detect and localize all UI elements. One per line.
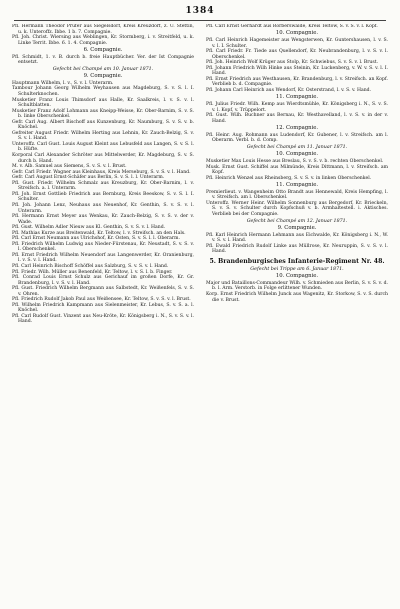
company-heading: 12. Compagnie.	[275, 124, 319, 131]
casualty-entry: Pfl. Carl Ernst Neumann aus Ulrichshof, Kr. Osten, S. v. S. l. l. Oberarm.	[12, 236, 180, 242]
page-number: 1384	[185, 6, 215, 16]
casualty-entry: Pfl. Joh. Heinrich Wolf Krüger aus Stolp, Kr. Schwiebus, S. v. S. v. l. Brust.	[206, 60, 379, 66]
casualty-entry: Pfl. Mathias Kurze aus Breitenwald, Kr. Teltow, l. v. Streifsch. an den Hals.	[12, 230, 186, 236]
casualty-entry: Unteroffz. Carl Gust. Louis August Kleint aus Lebusfeld aus Langen, S. v. S. l. b. Hüfte.	[12, 141, 194, 153]
casualty-entry: Musketier Franz Adolf Lohmann aus Kneipp-Weisse, Kr. Ober-Barnim, S. v. S. b. linke Oberschenkel.	[12, 108, 194, 120]
casualty-entry: Gefr. Carl August Ernst-Schäfer aus Berlin, S. v. S. l. l. Unterarm.	[12, 175, 165, 181]
casualty-entry: Pfl. Johann Friedrich Wilh Hinke aus Steinin, Kr. Luckenberg, v. W. v. S. v. l. I. Hand.	[206, 65, 388, 77]
casualty-entry: Pfl. Joh. Johann Lenz, Neuhaus aus Neuenhof, Kr. Genthin, S. v. S. v. l. Unterarm.	[12, 202, 194, 214]
casualty-entry: Pfl. Gust. Friedr. Wilhelm Schmalz aus Kreuzburg, Kr. Ober-Barnim, l. v. Streifsch. a. l. Unterarm.	[12, 180, 194, 192]
right-column	[200, 24, 388, 603]
company-heading: 6. Compagnie.	[83, 46, 123, 53]
casualty-entry: Gefreiter August Friedr. Wilhelm Herting aus Lehnin, Kr. Zauch-Belzig, S. v. S. v. l. Hand.	[12, 130, 194, 142]
casualty-entry: Pfl. Karl Heinrich Hermann Lehmann aus Eichwalde, Kr. Königsberg i. N., W. v. S. v. l. Hand.	[206, 232, 388, 244]
casualty-entry: Pfl. Julius Friedr. Wilh. Kemp aus Wierdtsmühle, Kr. Königsberg i. N., S. v. S. v. l. Kopf, v. Trüppelort.	[206, 102, 388, 113]
company-heading: 11. Compagnie.	[275, 181, 319, 188]
casualty-entry: Pfl. Gust. Wilhelm Adler Nieuw aus Kl. Genthin, S. v. S. v. l. Hand.	[12, 225, 166, 231]
casualty-entry: Pfl. Joh. Ernst Gottlieb Friedrich aus Bernburg, Kreis Beeskow, S. v. S. l. I. Schulter.	[12, 191, 194, 203]
casualty-entry: Pfl. Gust. Friedrich Wilhelm Bergmann aus Salbstedt, Kr. Weißenfels, S. v. S. v. Ohren.	[12, 286, 194, 297]
casualty-entry: Pfl. Carl Heinrich Bischoff Schöffel aus Salzburg, S. v. S. v. l. Hand.	[12, 263, 169, 269]
casualty-entry: Tambour Johann Georg Wilhelm Weyhausen aus Magdeburg, S. v. S. l. I. Schulterknochen.	[12, 86, 194, 98]
casualty-entry: Pfl. Carl Ernst Gerhardt aus Rörberswalde, Kreis Teltow, S. v. S. v. l. Kopf.	[206, 24, 378, 29]
casualty-entry: Pfl. Joh. Christ. Wiersing aus Weblingen, Kr. Stormberg, i. v. Streitfeld, u. k. Linke Territ. Ibbe. 6. 1. 4. Compagnie.	[12, 35, 194, 46]
battle-heading: Gefecht bei Champé am 10. Januar 1871.	[52, 66, 154, 72]
casualty-entry: Pfl. Friedr. Wilh. Müller aus Benenfeld, Kr. Teltow, l. v. S. l. b. Finger.	[12, 269, 173, 275]
company-heading: 11. Compagnie.	[275, 94, 319, 101]
casualty-entry: Pfl. Ewald Friedrich Rudolf Linke aus Müllrose, Kr. Neuruppin, S. v. S. v. l. Hand.	[206, 243, 388, 255]
casualty-entry: Pfl. Ernst Friedrich aus Westhausen, Kr. Brandenburg, l. v. Streifsch. an Kopf. Verblieb b. d. Compagnie.	[206, 76, 388, 88]
casualty-entry: Pfl. Gust. Wilh. Buchner aus Bernau, Kr. Westhavelland, l. v. S. v. in der v. Hand.	[206, 113, 388, 124]
casualty-entry: Pfl. Carl Heinrich Hagemeister aus Wengsterwen, Kr. Guntershausen, l. v. S. v. l. I. Schulter.	[206, 38, 388, 49]
casualty-entry: Pfl. Friedrich Wilhelm Ludwig aus Nieder-Fürstenau, Kr. Neustadt, S. v. S. v. l. Oberschenkel.	[12, 241, 194, 253]
casualty-entry: Premierlieut. v. Wangenheim Otto Brandt aus Hennewald, Kreis Hempfing, l. v. Streifsch. am l. Oberschenkel.	[206, 189, 388, 201]
casualty-entry: Pfl. Heinr. Aug. Rohmann aus Ludendorf, Kr. Gubener, l. v. Streifsch. am l. Oberarm. Verbl. b. d. Comp.	[206, 132, 388, 144]
casualty-entry: Gefr. Carl Aug. Albert Bischoff aus Kunzenburg, Kr. Naumburg, S. v. S. v. b. Knöchel.	[12, 119, 194, 131]
battle-heading: Gefecht bei Trippe am 6. Januar 1871.	[250, 266, 344, 272]
two-column-text	[12, 24, 388, 603]
casualty-entry: Korporal Carl Alexander Schröter aus Mittelwerder, Kr. Magdeburg, S. v. S. durch b. Hand.	[12, 153, 194, 164]
casualty-entry: Gefr. Carl Friedr. Wagner aus Kleinhaus, Kreis Merseburg, S. v. S. v. l. Hand.	[12, 169, 191, 175]
company-heading: 9. Compagnie.	[277, 224, 317, 231]
company-heading: 10. Compagnie.	[275, 150, 319, 157]
casualty-entry: Pfl. Hermann Theodor Prüfer aus Siegelsdorf, Kreis Kreuzdorf, z. U. Stettin, u. k. Unteroffz. Ibbe. 1 b. 7. Compagnie.	[12, 24, 194, 35]
casualty-entry: Korp. Ernst Friedrich Wilhelm Junck aus Wagenitz, Kr. Storkow, S. v. S. durch die v. Brust.	[206, 291, 388, 303]
casualty-entry: Pfl. Conrad Louis Ernst Schulz aus Gerichauf im großen Dorfe, Kr. Gr. Brandenburg, l. v. S. v. l. Hand.	[12, 275, 194, 286]
company-heading: 10. Compagnie.	[275, 30, 319, 37]
casualty-entry: Pfl. Heinrich Wenzel aus Rheinsberg, S. v. S. v. in linken Oberschenkel.	[206, 175, 372, 181]
casualty-entry: Pfl. Carl Friedr. Fr. Tiede aus Quellendorf, Kr. Neubrandenburg, l. v. S. v. l. Oberschenkel.	[206, 49, 388, 60]
battle-heading: Gefecht bei Champé am 11. Januar 1871.	[246, 144, 348, 150]
company-heading: 9. Compagnie.	[83, 72, 123, 79]
header-rule	[14, 20, 386, 21]
casualty-entry: Pfl. Friedrich Rudolf Jakob Paul aus Weißensee, Kr. Teltow, S. v. S. v. l. Brust.	[12, 297, 191, 303]
casualty-entry: Pfl. Wilhelm Friedrich Kampmann aus Sielenmeister, Kr. Lebus, S. v. S. a. l. Knöchel.	[12, 302, 194, 314]
casualty-entry: Pfl. Carl Rudolf Gust. Vinzent aus Neu-Kröte, Kr. Königsberg i. N., S. v. S. v. l. Hand.	[12, 313, 194, 325]
casualty-entry: Unteroffz. Werner Heinr. Wilhelm Sonnenburg aus Bergedorf, Kr. Brieckeln, S. v. S. v. Schulter durch Kopfschuß v. b. Armhaltestell. i. Aktisches. Verblieb bei der Compagnie.	[206, 200, 388, 217]
regiment-heading: 5. Brandenburgisches Infanterie-Regiment Nr. 48.	[209, 257, 385, 265]
casualty-entry: Pfl. Schmidt, 1. v. B. durch b. freie Hauptbücher. Ver. der Ist Compagnie entsetzt.	[12, 54, 194, 66]
battle-heading: Gefecht bei Champé am 12. Januar 1871.	[246, 218, 348, 224]
left-column	[12, 24, 200, 603]
casualty-entry: Musketier Max Louis Hesse aus Breslau, S. v. S. v. b. rechten Oberschenkel.	[206, 159, 384, 165]
casualty-entry: Pfl. Hermann Ernst Meyer aus Wenkau, Kr. Zauch-Belzig, S. v. S. v. der v. Wade.	[12, 214, 194, 225]
casualty-entry: Musk. Ernst Gust. Schiffel aus Milmünde, Kreis Dittmann, l. v. Streifsch. am Kopf.	[206, 164, 388, 176]
casualty-entry: Musketier Franz Louis Thimsdorf aus Halle, Kr. Saalkreis, l. v. S. v. l. Schultblatten.	[12, 97, 194, 109]
casualty-entry: Major und Bataillons-Commandeur Wilh. v. Schmieden aus Berlin, S. v. S. v. d. b. l. Arm. Verstorb. in Folge erlittener Wunden.	[206, 280, 388, 292]
casualty-entry: Pfl. Johann Carl Heinrich aus Wendorf, Kr. Osterstrand, l. v. S. v. Hand.	[206, 88, 372, 94]
casualty-entry: Pfl. Ernst Friedrich Wilhelm Neuendorf aus Langenwerder, Kr. Oranienburg, l. v. S. v. l. Hand.	[12, 252, 194, 264]
company-heading: 10. Compagnie.	[275, 272, 319, 279]
casualty-entry: Hauptmann Wilhelm, l. v., S. v. l. Unterarm.	[12, 80, 114, 86]
casualty-entry: M. v. Alb. Samuel aus Siemens, S. v. S. v. l. Brust.	[12, 164, 127, 170]
